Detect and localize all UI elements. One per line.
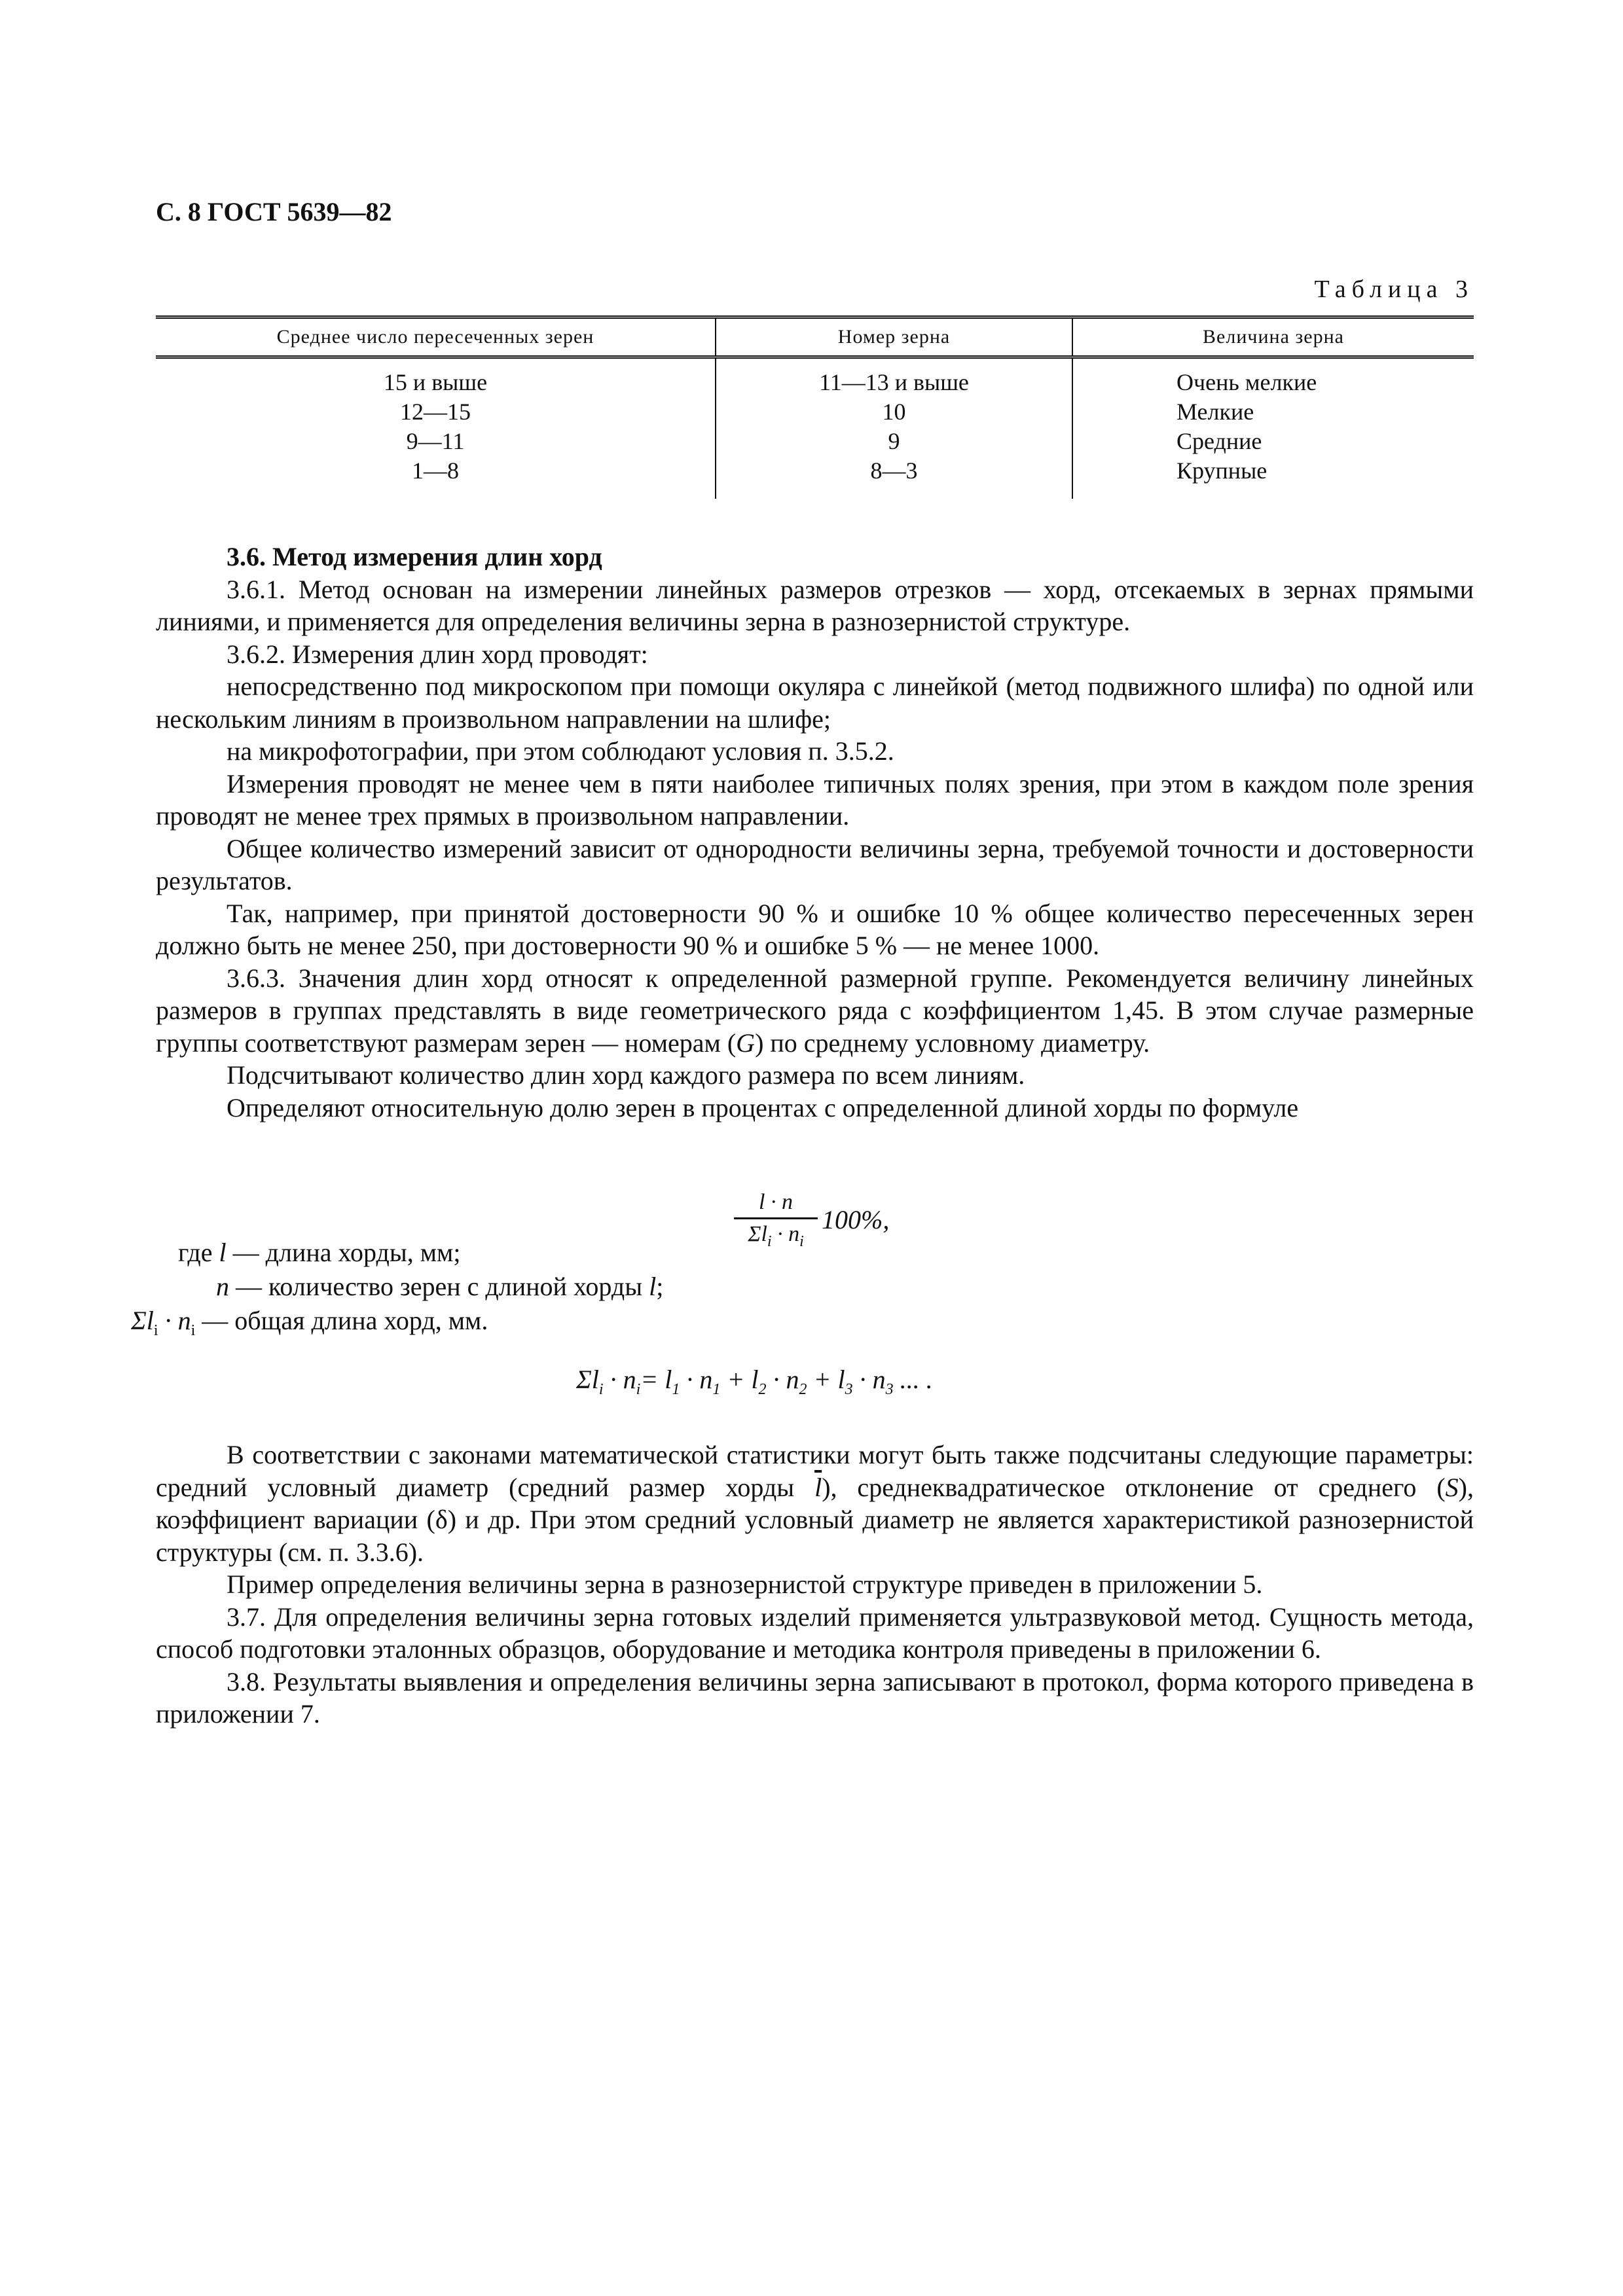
- f2-sub: 2: [758, 1381, 767, 1398]
- den-n: · n: [771, 1222, 800, 1246]
- symbol-G: G: [736, 1028, 756, 1058]
- paragraph: 3.6.2. Измерения длин хорд проводят:: [227, 639, 648, 669]
- table-row: [156, 397, 1474, 427]
- formula-numerator: l · n: [759, 1190, 793, 1214]
- legend-desc: — длина хорды, мм;: [232, 1238, 461, 1267]
- f2-sub: 3: [885, 1381, 894, 1398]
- table-cell: 9: [716, 427, 1072, 456]
- legend-symbol: · n: [164, 1306, 191, 1335]
- table-cell: Средние: [1072, 427, 1474, 456]
- column-header-grain-size: Величина зерна: [1072, 317, 1474, 357]
- paragraph: Определяют относительную долю зерен в процентах с определенной длиной хорды по формуле: [227, 1092, 1299, 1122]
- legend-symbol: n: [216, 1272, 229, 1301]
- legend-punct: ;: [656, 1272, 664, 1301]
- table-header-row: [156, 317, 1474, 357]
- den-sum-l: Σl: [748, 1222, 767, 1246]
- formula-total-length: [576, 1364, 933, 1399]
- table-cell: 11—13 и выше: [716, 357, 1072, 398]
- paragraph-text: ), среднеквадратическое отклонение от среднего (: [822, 1472, 1446, 1502]
- formula-fraction: [730, 1187, 822, 1249]
- section-3-6-continued: [156, 1439, 1474, 1731]
- f2-part: · n: [603, 1365, 636, 1394]
- table-row: [156, 427, 1474, 456]
- symbol-S: S: [1445, 1472, 1459, 1502]
- f2-part: · n: [766, 1365, 799, 1394]
- legend-symbol: l: [649, 1272, 657, 1301]
- legend-row-l: [178, 1236, 460, 1270]
- table-cell: Мелкие: [1072, 397, 1474, 427]
- paragraph: Пример определения величины зерна в разнозернистой структуре приведен в приложении 5.: [227, 1570, 1263, 1599]
- table-row: [156, 456, 1474, 499]
- f2-sub: 2: [799, 1381, 807, 1398]
- table-row: [156, 357, 1474, 398]
- den-sub: i: [767, 1232, 772, 1250]
- paragraph-text: ), коэффициент вариации (δ) и др. При этом средний условный диаметр не является характеристикой разнозернистой структуры (см. п. 3.3.6).: [156, 1472, 1474, 1567]
- legend-sub: i: [153, 1322, 158, 1339]
- f2-part: + l: [720, 1365, 759, 1394]
- paragraph-text: ) по среднему условному диаметру.: [755, 1028, 1150, 1058]
- table-cell: Очень мелкие: [1072, 357, 1474, 398]
- paragraph-3-8: 3.8. Результаты выявления и определения величины зерна записывают в протокол, форма которого приведена в приложении 7.: [156, 1666, 1474, 1729]
- section-3-6-body: [156, 541, 1474, 1124]
- f2-sub: i: [636, 1381, 641, 1398]
- section-title: 3.6. Метод измерения длин хорд: [227, 542, 602, 571]
- legend-symbol: l: [219, 1238, 227, 1267]
- paragraph: 3.6.1. Метод основан на измерении линейных размеров отрезков — хорд, отсекаемых в зернах прямыми линиями, и применяется для определения величины зерна в разнозернистой структуре.: [156, 574, 1474, 636]
- f2-part: + l: [807, 1365, 845, 1394]
- f2-sub: i: [598, 1381, 604, 1398]
- column-header-intersected-grains: Среднее число пересеченных зерен: [156, 317, 716, 357]
- paragraph: Подсчитывают количество длин хорд каждого размера по всем линиям.: [227, 1060, 1025, 1090]
- paragraph-text: В соответствии с законами математической статистики могут быть также подсчитаны следующие параметры: средний условный диаметр (средний размер хорды: [156, 1440, 1474, 1502]
- f2-part: = l: [640, 1365, 672, 1394]
- page-header: С. 8 ГОСТ 5639—82: [156, 197, 392, 226]
- legend-desc: — количество зерен с длиной хорды: [236, 1272, 643, 1301]
- table-cell: 10: [716, 397, 1072, 427]
- legend-where: где: [178, 1238, 213, 1267]
- den-sub: i: [799, 1232, 804, 1250]
- paragraph-text: 3.6.3. Значения длин хорд относят к определенной размерной группе. Рекомендуется величину линейных размеров в группах представлять в виде геометрического ряда с коэффициентом 1,45. В этом случае размерные группы соответствуют размерам зерен — номерам (: [156, 963, 1474, 1058]
- paragraph: на микрофотографии, при этом соблюдают условия п. 3.5.2.: [227, 736, 894, 766]
- f2-part: ... .: [893, 1365, 933, 1394]
- paragraph: Так, например, при принятой достоверности 90 % и ошибке 10 % общее количество пересеченных зерен должно быть не менее 250, при достоверности 90 % и ошибке 5 % — не менее 1000.: [156, 898, 1474, 960]
- paragraph-statistics: [156, 1439, 1474, 1568]
- grain-size-table: [156, 315, 1474, 499]
- table-cell: 12—15: [400, 399, 471, 425]
- f2-sub: 3: [845, 1381, 853, 1398]
- formula-relative-fraction: [730, 1187, 900, 1259]
- legend-desc: — общая длина хорд, мм.: [202, 1306, 488, 1335]
- paragraph: Измерения проводят не менее чем в пяти наиболее типичных полях зрения, при этом в каждом поле зрения проводят не менее трех прямых в произвольном направлении.: [156, 768, 1474, 831]
- formula-multiplier: 100%,: [822, 1205, 890, 1234]
- legend-row-n: [216, 1270, 663, 1304]
- f2-part: Σl: [576, 1365, 599, 1394]
- table-cell: 1—8: [412, 457, 459, 484]
- legend-sub: i: [191, 1322, 196, 1339]
- legend-symbol: Σl: [131, 1306, 154, 1335]
- f2-part: · n: [852, 1365, 886, 1394]
- paragraph-3-7: 3.7. Для определения величины зерна готовых изделий применяется ультразвуковой метод. Сущность метода, способ подготовки эталонных образцов, оборудование и методика контроля приведены в приложении 6.: [156, 1602, 1474, 1664]
- column-header-grain-number: Номер зерна: [716, 317, 1072, 357]
- table-cell: 15 и выше: [383, 369, 488, 395]
- table-cell: 8—3: [716, 456, 1072, 499]
- paragraph: Общее количество измерений зависит от однородности величины зерна, требуемой точности и достоверности результатов.: [156, 833, 1474, 895]
- f2-sub: 1: [672, 1381, 680, 1398]
- symbol-l-mean: $\overline{l}$: [814, 1472, 822, 1502]
- legend-row-sum: [131, 1304, 488, 1348]
- table-caption: Таблица 3: [1314, 276, 1474, 303]
- paragraph-3-6-3: [156, 962, 1474, 1060]
- f2-sub: 1: [712, 1381, 721, 1398]
- f2-part: · n: [680, 1365, 713, 1394]
- formula-denominator: [730, 1219, 822, 1249]
- table-cell: 9—11: [406, 428, 465, 454]
- paragraph: непосредственно под микроскопом при помощи окуляра с линейкой (метод подвижного шлифа) по одной или нескольким линиям в произвольном направлении на шлифе;: [156, 672, 1474, 734]
- table-cell: Крупные: [1072, 456, 1474, 499]
